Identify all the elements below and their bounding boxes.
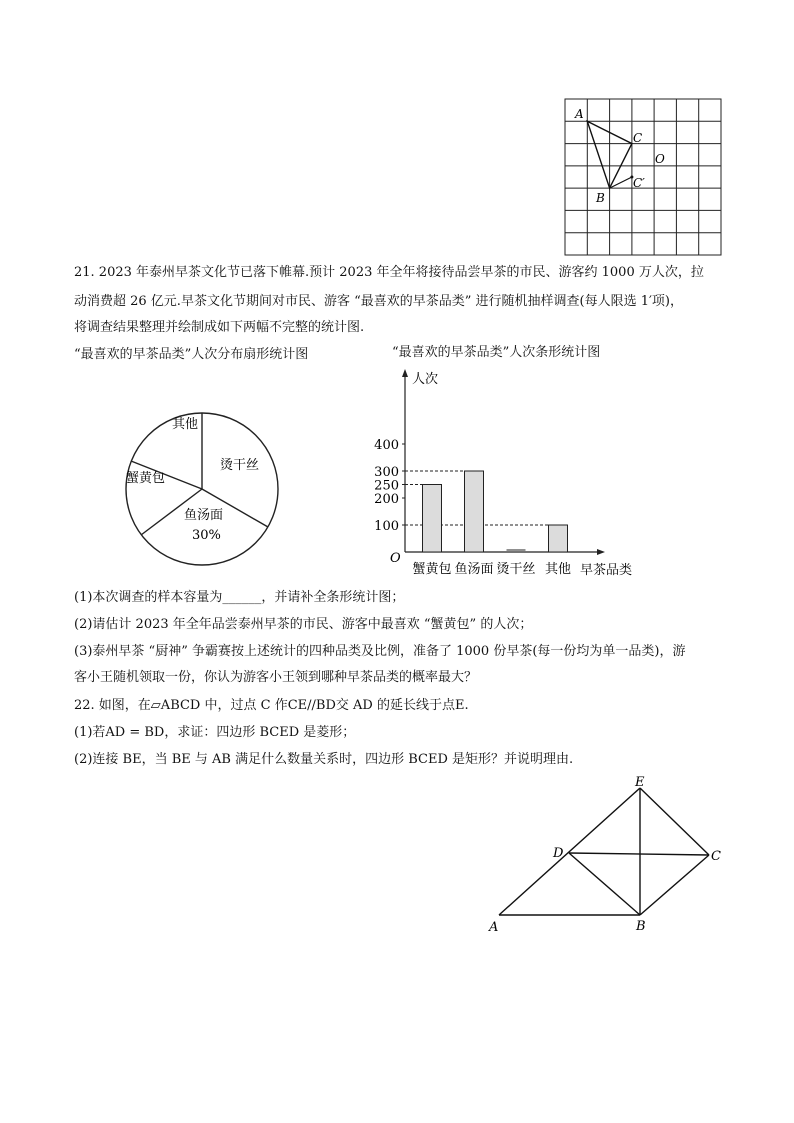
y-tick-label-100: 100 — [374, 519, 399, 534]
pie-label-yutangmian: 鱼汤面 — [184, 508, 224, 523]
q21-sub1: (1)本次调查的样本容量为______，并请补全条形统计图； — [74, 590, 405, 605]
q22-line1: 22. 如图，在▱ABCD 中，过点 C 作CE//BD交 AD 的延长线于点E. — [74, 698, 469, 713]
label-a2: A — [489, 920, 499, 935]
x-axis-arrow — [597, 549, 605, 555]
label-b: B — [596, 191, 605, 205]
pie-label-other: 其他 — [172, 417, 199, 432]
bar-title: “最喜欢的早茶品类”人次条形统计图 — [392, 345, 601, 360]
pie-label-xiehuangbao: 蟹黄包 — [126, 471, 166, 486]
y-tick-label-200: 200 — [374, 492, 399, 507]
segment-bc — [640, 855, 709, 915]
grid-figure — [555, 95, 730, 260]
x-category-烫干丝: 烫干丝 — [496, 562, 536, 577]
bar-其他 — [549, 525, 568, 552]
origin-label: O — [390, 551, 401, 566]
segment-db — [569, 853, 640, 915]
x-axis-label: 早茶品类 — [580, 563, 633, 578]
pie-label-percent: 30% — [192, 528, 221, 543]
label-d: D — [553, 846, 564, 861]
x-category-其他: 其他 — [544, 562, 572, 577]
bar-chart — [368, 365, 658, 580]
y-tick-label-400: 400 — [374, 438, 399, 453]
pie-chart — [120, 410, 290, 570]
parallelogram-figure — [485, 775, 730, 940]
label-a: A — [575, 107, 584, 121]
y-tick-label-250: 250 — [374, 478, 399, 494]
q21-sub3b: 客小王随机领取一份，你认为游客小王领到哪种早茶品类的概率最大？ — [74, 670, 478, 685]
q21-line1: 21. 2023 年泰州早茶文化节已落下帷幕.预计 2023 年全年将接待品尝早茶的市民、游客约 1000 万人次，拉 — [74, 265, 704, 280]
bar-鱼汤面 — [465, 471, 484, 552]
label-e: E — [635, 775, 645, 790]
y-axis-arrow — [402, 369, 408, 377]
label-c: C — [633, 131, 643, 145]
segment-dc — [569, 853, 709, 855]
label-c-prime: C′ — [633, 176, 645, 190]
segment-ec — [640, 788, 709, 855]
q21-sub2: (2)请估计 2023 年全年品尝泰州早茶的市民、游客中最喜欢 “蟹黄包” 的人次； — [74, 617, 533, 632]
bar-蟹黄包 — [423, 485, 442, 553]
y-tick-label-300: 300 — [374, 465, 399, 480]
label-b2: B — [636, 919, 646, 934]
q21-sub3a: (3)泰州早茶 “厨神” 争霸赛按上述统计的四种品类及比例，准备了 1000 份早茶(每一份均为单一品类)，游 — [74, 644, 686, 659]
y-axis-label: 人次 — [412, 372, 439, 387]
pie-label-tangansi: 烫干丝 — [220, 458, 260, 473]
q22-sub1: (1)若AD = BD，求证：四边形 BCED 是菱形； — [74, 725, 356, 740]
pie-title: “最喜欢的早茶品类”人次分布扇形统计图 — [74, 347, 309, 362]
q21-line3: 将调查结果整理并绘制成如下两幅不完整的统计图. — [74, 320, 365, 335]
label-o: O — [655, 152, 665, 166]
q22-sub2: (2)连接 BE，当 BE 与 AB 满足什么数量关系时，四边形 BCED 是矩形？并说明理由. — [74, 752, 574, 767]
label-c2: C — [711, 849, 721, 864]
x-category-鱼汤面: 鱼汤面 — [454, 562, 494, 577]
q21-line2: 动消费超 26 亿元.早茶文化节期间对市民、游客 “最喜欢的早茶品类” 进行随机抽样调查(每人限选 1′项)， — [74, 294, 683, 309]
x-category-蟹黄包: 蟹黄包 — [412, 562, 452, 577]
